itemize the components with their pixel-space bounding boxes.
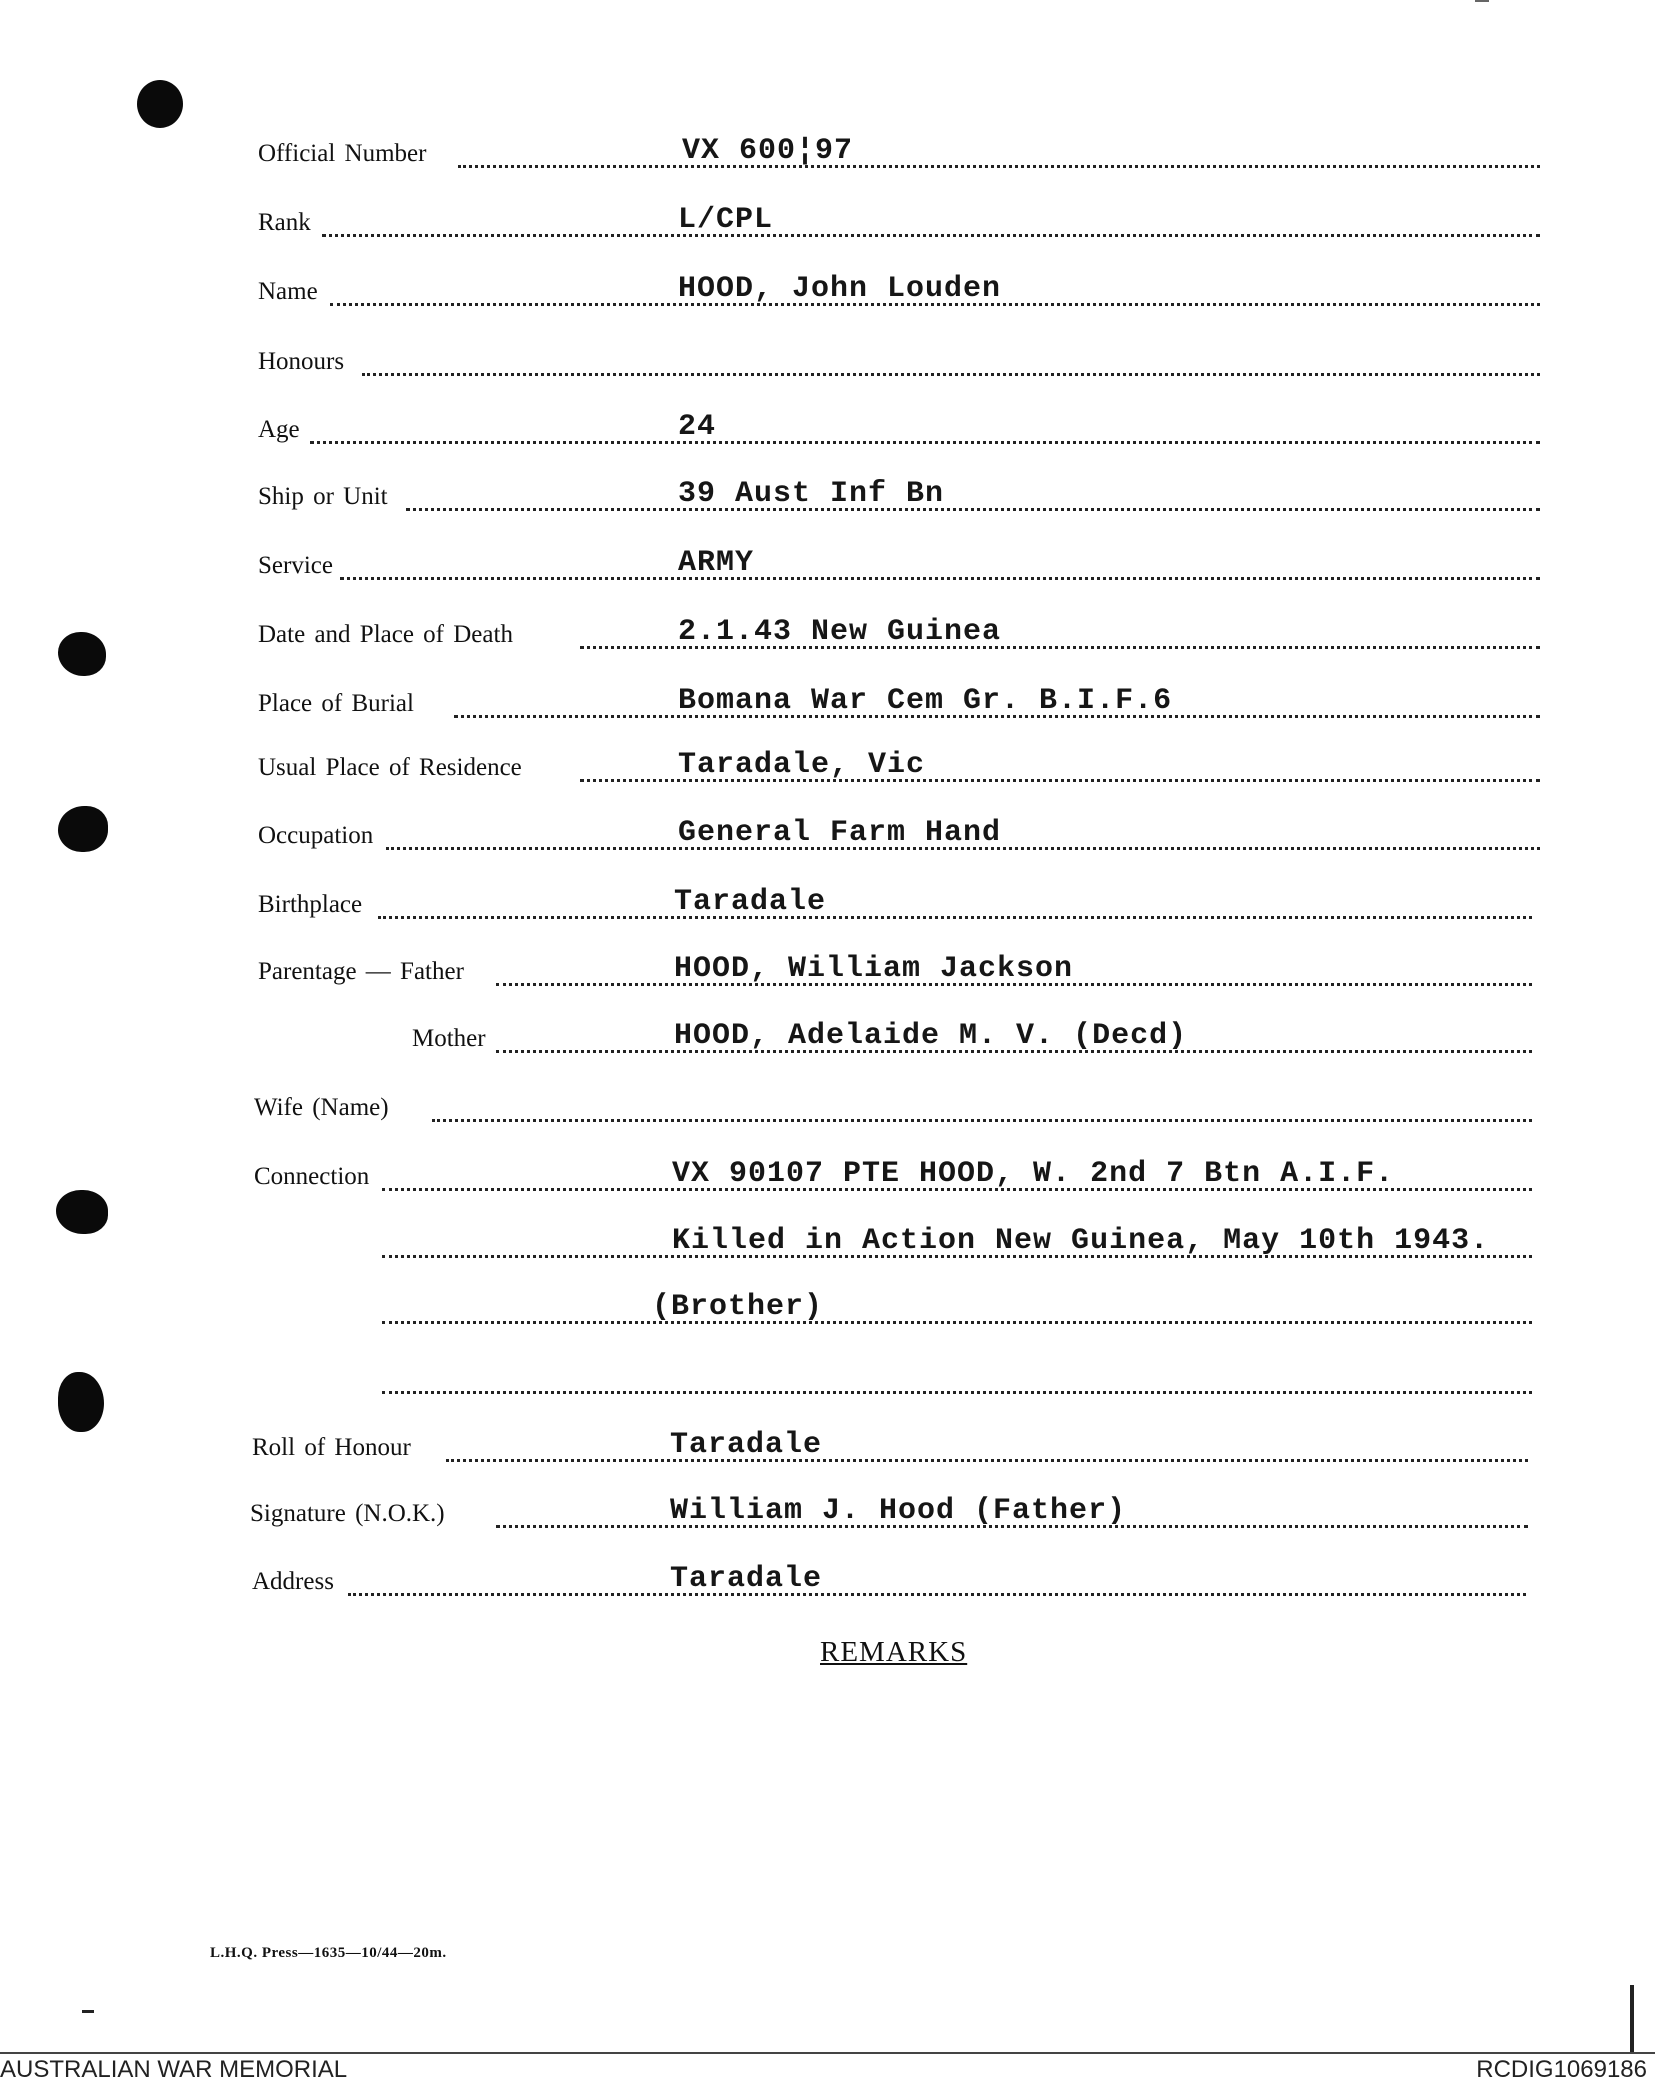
dotted-line — [446, 1459, 1528, 1462]
connection-line-1: VX 90107 PTE HOOD, W. 2nd 7 Btn A.I.F. — [672, 1157, 1395, 1191]
ship-or-unit-label: Ship or Unit — [258, 483, 388, 510]
row-father — [258, 952, 1532, 992]
printer-note: L.H.Q. Press—1635—10/44—20m. — [210, 1945, 447, 1961]
place-of-burial-label: Place of Burial — [258, 690, 414, 717]
row-connection-cont — [382, 1290, 1532, 1330]
dotted-line — [382, 1391, 1532, 1394]
mother-label: Mother — [412, 1025, 486, 1052]
row-wife — [254, 1088, 1532, 1128]
ship-or-unit-value: 39 Aust Inf Bn — [678, 477, 945, 511]
row-occupation — [258, 816, 1540, 856]
connection-line-3: (Brother) — [652, 1290, 824, 1324]
dotted-line — [458, 165, 1540, 168]
wife-label: Wife (Name) — [254, 1094, 389, 1121]
row-ship-or-unit — [258, 477, 1540, 517]
usual-residence-value: Taradale, Vic — [678, 748, 926, 782]
row-connection-cont — [382, 1224, 1532, 1264]
row-usual-residence — [258, 748, 1540, 788]
dotted-line — [310, 441, 1540, 444]
service-label: Service — [258, 552, 333, 579]
row-honours — [258, 342, 1540, 382]
mother-value: HOOD, Adelaide M. V. (Decd) — [674, 1019, 1188, 1053]
punch-hole — [137, 80, 183, 128]
footer-record-id: RCDIG1069186 — [1476, 2056, 1647, 2083]
father-value: HOOD, William Jackson — [674, 952, 1074, 986]
address-value: Taradale — [670, 1562, 823, 1596]
connection-label: Connection — [254, 1163, 370, 1190]
row-connection-cont — [382, 1360, 1532, 1400]
age-value: 24 — [678, 410, 717, 444]
usual-residence-label: Usual Place of Residence — [258, 754, 522, 781]
address-label: Address — [252, 1568, 334, 1595]
dotted-line — [348, 1593, 1526, 1596]
roll-of-honour-value: Taradale — [670, 1428, 823, 1462]
row-service — [258, 546, 1540, 586]
punch-hole — [56, 1190, 108, 1234]
row-signature — [250, 1494, 1528, 1534]
date-place-death-label: Date and Place of Death — [258, 621, 513, 648]
punch-hole — [58, 632, 106, 676]
punch-hole — [58, 1372, 104, 1432]
date-place-death-value: 2.1.43 New Guinea — [678, 615, 1002, 649]
footer-divider — [0, 2052, 1655, 2054]
row-date-place-death — [258, 615, 1540, 655]
row-name — [258, 272, 1540, 312]
name-label: Name — [258, 278, 318, 305]
card-edge — [1630, 1985, 1634, 2053]
row-age — [258, 410, 1540, 450]
remarks-heading: REMARKS — [820, 1636, 968, 1668]
signature-value: William J. Hood (Father) — [670, 1494, 1127, 1528]
place-of-burial-value: Bomana War Cem Gr. B.I.F.6 — [678, 684, 1173, 718]
dotted-line — [382, 1321, 1532, 1324]
row-birthplace — [258, 885, 1532, 925]
official-number-label: Official Number — [258, 140, 427, 167]
row-address — [252, 1562, 1526, 1602]
birthplace-value: Taradale — [674, 885, 827, 919]
dotted-line — [340, 577, 1540, 580]
dotted-line — [378, 916, 1532, 919]
dotted-line — [406, 508, 1540, 511]
occupation-label: Occupation — [258, 822, 374, 849]
punch-hole — [58, 806, 108, 852]
footer-institution: AUSTRALIAN WAR MEMORIAL — [0, 2056, 348, 2083]
row-connection — [254, 1157, 1532, 1197]
row-official-number — [258, 134, 1540, 174]
row-rank — [258, 203, 1540, 243]
father-label: Parentage — Father — [258, 958, 464, 985]
row-mother — [412, 1019, 1532, 1059]
service-value: ARMY — [678, 546, 755, 580]
honours-label: Honours — [258, 348, 345, 375]
scan-mark — [82, 2010, 94, 2013]
roll-of-honour-label: Roll of Honour — [252, 1434, 411, 1461]
name-value: HOOD, John Louden — [678, 272, 1002, 306]
dotted-line — [362, 373, 1540, 376]
rank-label: Rank — [258, 209, 311, 236]
dotted-line — [432, 1119, 1532, 1122]
dotted-line — [322, 234, 1540, 237]
rank-value: L/CPL — [678, 203, 774, 237]
row-place-of-burial — [258, 684, 1540, 724]
occupation-value: General Farm Hand — [678, 816, 1002, 850]
age-label: Age — [258, 416, 300, 443]
scan-mark — [1475, 0, 1489, 2]
row-roll-of-honour — [252, 1428, 1528, 1468]
signature-label: Signature (N.O.K.) — [250, 1500, 445, 1527]
birthplace-label: Birthplace — [258, 891, 363, 918]
connection-line-2: Killed in Action New Guinea, May 10th 1943. — [672, 1224, 1490, 1258]
official-number-value: VX 600¦97 — [682, 134, 854, 168]
